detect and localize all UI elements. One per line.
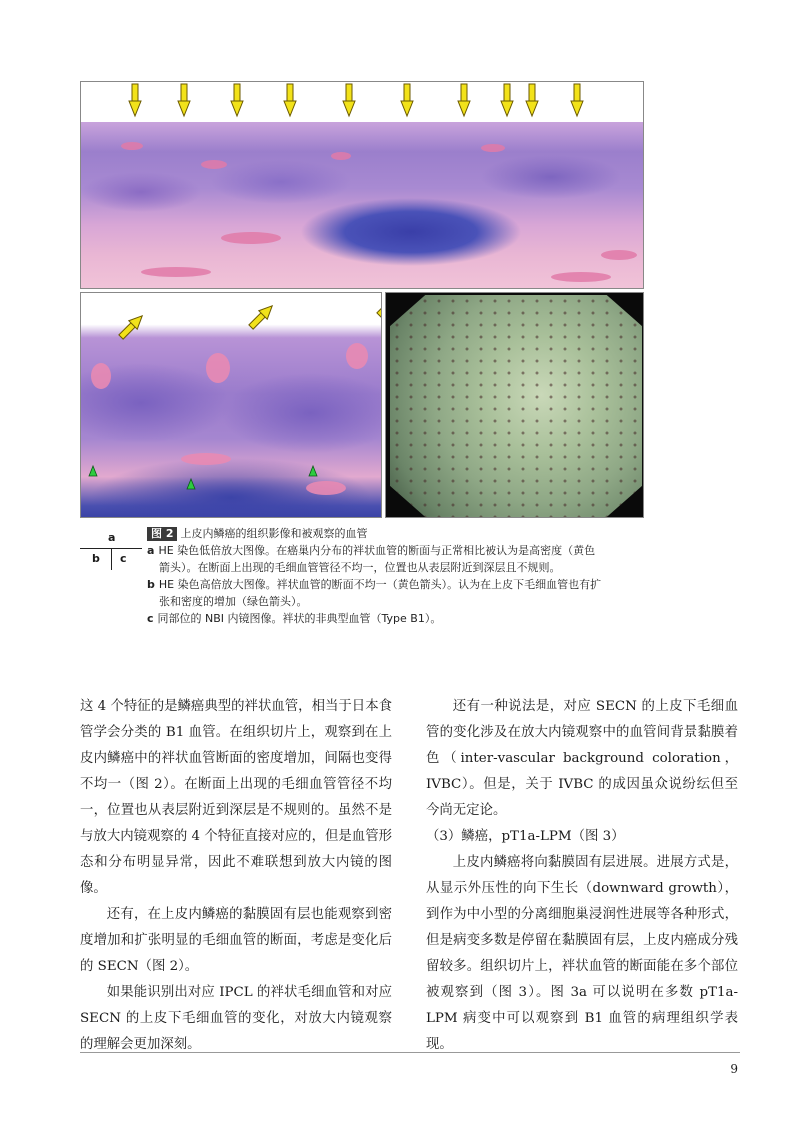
key-a: a xyxy=(108,531,116,544)
yellow-arrow-icon xyxy=(129,84,141,116)
vessel-section xyxy=(221,232,281,244)
paragraph: 上皮内鳞癌将向黏膜固有层进展。进展方式是，从显示外压性的向下生长（downward growth），到作为中小型的分离细胞巢浸润性进展等各种形式，但是病变多数是停留在黏膜固有层，上皮内癌成分残留较多。组织切片上，袢状血管的断面能在多个部位被观察到（图 3）。图 3a 可以说明在多数 pT1a-LPM 病变中可以观察到 B1 血管的病理组织学表现。 xyxy=(426,855,738,1052)
vessel-section xyxy=(121,142,143,150)
vessel-section xyxy=(601,250,637,260)
body-column-left xyxy=(80,694,392,1058)
figure-panel-b-he-high-mag xyxy=(80,292,382,518)
caption-item-a: a HE 染色低倍放大图像。在癌巢内分布的袢状血管的断面与正常相比被认为是高密度（黄色 xyxy=(147,544,596,557)
caption-item-a-cont: 箭头）。在断面上出现的毛细血管管径不均一，位置也从表层附近到深层且不规则。 xyxy=(159,561,561,574)
yellow-arrow-icon xyxy=(343,84,355,116)
figure-panel-a-he-low-mag xyxy=(80,81,644,289)
figure-panel-c-nbi-endoscopy xyxy=(385,292,644,518)
figure-badge: 图 2 xyxy=(147,527,177,541)
paragraph: 这 4 个特征的是鳞癌典型的袢状血管，相当于日本食管学会分类的 B1 血管。在组织切片上，观察到在上皮内鳞癌中的袢状血管断面的密度增加，间隔也变得不均一（图 2）。在断面上出现的毛细血管管径不均一，位置也从表层附近到深层是不规则的。虽然不是与放大内镜观察的 4 个特征直接对应的，但是血管形态和分布明显异常，因此不难联想到放大内镜的图像。 xyxy=(80,699,392,896)
paragraph: 如果能识别出对应 IPCL 的袢状毛细血管和对应 SECN 的上皮下毛细血管的变化，对放大内镜观察的理解会更加深刻。 xyxy=(80,985,392,1052)
paragraph: 还有一种说法是，对应 SECN 的上皮下毛细血管的变化涉及在放大内镜观察中的血管间背景黏膜着色（inter-vascular background coloration，IVBC）。但是，关于 IVBC 的成因虽众说纷纭但至今尚无定论。 xyxy=(426,699,738,818)
caption-item-b: b HE 染色高倍放大图像。袢状血管的断面不均一（黄色箭头）。认为在上皮下毛细血管也有扩 xyxy=(147,578,602,591)
green-arrowhead-icon xyxy=(309,466,317,476)
vessel-section xyxy=(141,267,211,277)
caption-title-row xyxy=(147,525,647,542)
caption-panel-key xyxy=(80,528,142,570)
yellow-arrow-icon xyxy=(231,84,243,116)
green-arrowhead-icon xyxy=(89,466,97,476)
yellow-arrow-icon xyxy=(501,84,513,116)
footer-rule xyxy=(80,1052,740,1053)
yellow-arrow-icon xyxy=(117,312,147,342)
annotation-arrows xyxy=(81,293,382,518)
nbi-endoscopic-image xyxy=(390,295,642,517)
yellow-arrow-icon xyxy=(284,84,296,116)
key-b: b xyxy=(92,552,100,565)
caption-item-b-cont: 张和密度的增加（绿色箭头）。 xyxy=(159,595,308,608)
he-tissue-image xyxy=(81,122,643,288)
section-heading: （3）鳞癌，pT1a-LPM（图 3） xyxy=(426,829,625,844)
vessel-section xyxy=(331,152,351,160)
vessel-section xyxy=(201,160,227,169)
yellow-arrow-icon xyxy=(571,84,583,116)
figure-caption xyxy=(147,525,647,627)
yellow-arrow-icon xyxy=(375,293,382,319)
yellow-arrow-icon xyxy=(401,84,413,116)
vessel-section xyxy=(481,144,505,152)
green-arrowhead-icon xyxy=(187,479,195,489)
caption-title: 上皮内鳞癌的组织影像和被观察的血管 xyxy=(180,527,368,540)
yellow-arrow-icon xyxy=(178,84,190,116)
key-c: c xyxy=(120,552,127,565)
yellow-arrow-icon xyxy=(526,84,538,116)
page-number: 9 xyxy=(730,1062,738,1076)
yellow-arrows-row xyxy=(81,82,643,124)
caption-item-c: c 同部位的 NBI 内镜图像。袢状的非典型血管（Type B1）。 xyxy=(147,612,442,625)
yellow-arrow-icon xyxy=(247,302,277,332)
body-column-right xyxy=(426,694,738,1058)
paragraph: 还有，在上皮内鳞癌的黏膜固有层也能观察到密度增加和扩张明显的毛细血管的断面，考虑是变化后的 SECN（图 2）。 xyxy=(80,907,392,974)
yellow-arrow-icon xyxy=(458,84,470,116)
vessel-section xyxy=(551,272,611,282)
key-divider-vertical xyxy=(111,548,112,570)
